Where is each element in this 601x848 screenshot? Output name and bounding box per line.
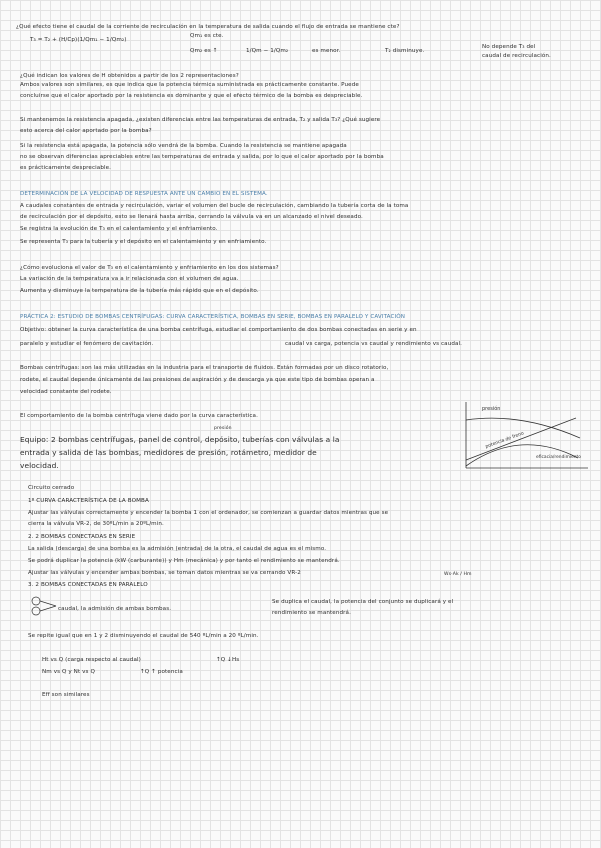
q2-answer-1: Ambos valores son similares, es que indica que la potencia térmica suministrada es prácticamente constante. Puede: [20, 82, 359, 88]
section3-step-3-b: Se duplica el caudal, la potencia del conjunto se duplicará y el: [272, 599, 454, 605]
q3-question-1: Si mantenemos la resistencia apagada, ¿existen diferencias entre las temperaturas de entrada, T₂ y salida T₃? ¿Qué sugiere: [20, 117, 381, 123]
section3-step-3-a: caudal, la admisión de ambas bombas.: [58, 606, 172, 612]
section1-question: ¿Cómo evoluciona el valor de T₃ en el calentamiento y enfriamiento en los dos sistemas?: [20, 265, 279, 271]
section2-presion-label: presión: [214, 426, 232, 431]
section1-line-1: A caudales constantes de entrada y recirculación, variar el volumen del bucle de recirculación, cambiando la tubería corta de la toma: [20, 203, 409, 209]
parallel-pumps-sketch: [30, 595, 60, 617]
section1-line-2: de recirculación por el depósito, esto se llenará hasta arriba, cerrando la válvula va en un alcanzado el nivel deseado.: [20, 214, 363, 220]
sketch-potencia-label: potencia de freno: [484, 431, 525, 450]
pump-2-symbol: [32, 607, 40, 615]
section1-line-3: Se registra la evolución de T₃ en el calentamiento y el enfriamiento.: [20, 226, 218, 232]
section3-step-1: 1º CURVA CARACTERÍSTICA DE LA BOMBA: [28, 498, 149, 504]
q3-answer-1: Si la resistencia está apagada, la potencia sólo vendrá de la bomba. Cuando la resistencia se mantiene apagada: [20, 143, 347, 149]
section3-step-3-c: rendimiento se mantendrá.: [272, 610, 351, 616]
pump-1-symbol: [32, 597, 40, 605]
section1-line-4: Se representa T₃ para la tubería y el depósito en el calentamiento y en enfriamiento.: [20, 239, 267, 245]
section3-step-2-b: Se podrá duplicar la potencia (kW (carburante)) y Hm (mecánica) y por tanto el rendimiento se mantendrá.: [28, 558, 340, 564]
q2-question: ¿Qué indican los valores de H obtenidos a partir de los 2 representaciones?: [20, 73, 239, 79]
section1-heading: DETERMINACIÓN DE LA VELOCIDAD DE RESPUESTA ANTE UN CAMBIO EN EL SISTEMA.: [20, 191, 268, 197]
section3-step-2: 2. 2 BOMBAS CONECTADAS EN SERIE: [28, 534, 136, 540]
result-eff: Eff son similares: [42, 692, 90, 698]
section3-step-1-a: Ajustar las válvulas correctamente y encender la bomba 1 con el ordenador, se comienzan a guardar datos mientras que se: [28, 510, 389, 516]
section2-bombas-3: velocidad constante del rodete.: [20, 389, 112, 395]
section2-objective-note: caudal vs carga, potencia vs caudal y rendimiento vs caudal.: [285, 341, 463, 347]
section3-step-2-ratio: Ws·Ak / Hm: [444, 572, 472, 577]
section2-bombas-1: Bombas centrífugas: son las más utilizadas en la industria para el transporte de fluidos. Están formadas por un disco rotatorio,: [20, 365, 389, 371]
q2-answer-2: concluirse que el calor aportado por la resistencia es dominante y que el efecto térmico de la bomba es despreciable.: [20, 93, 363, 99]
result-n-vs-q: Nm vs Q y Nt vs Q: [42, 669, 95, 675]
section2-bombas-2: rodete, el caudal depende únicamente de las presiones de aspiración y de descarga ya que este tipo de bombas operan a: [20, 377, 375, 383]
section2-equipo-3: velocidad.: [20, 461, 59, 470]
q1-question: ¿Qué efecto tiene el caudal de la corriente de recirculación en la temperatura de salida cuando el flujo de entrada se mantiene cte?: [16, 24, 400, 30]
section2-comportamiento: El comportamiento de la bomba centrífuga viene dado por la curva característica.: [20, 413, 258, 419]
q3-answer-3: es prácticamente despreciable.: [20, 165, 112, 171]
q1-es-menor: es menor.: [312, 48, 341, 54]
section3-step-2-a: La salida (descarga) de una bomba es la admisión (entrada) de la otra, el caudal de agua es el mismo.: [28, 546, 327, 552]
result-h-vs-q-note: ↑Q ↓Hs: [216, 657, 240, 663]
q1-no-depende-2: caudal de recirculación.: [482, 53, 551, 59]
section2-equipo-1: Equipo: 2 bombas centrífugas, panel de control, depósito, tuberías con válvulas a la: [20, 435, 340, 444]
q1-frac: 1/Qm − 1/Qm₂: [246, 48, 289, 54]
q1-formula: T₃ = T₂ + (H/Cp)(1/Qm₁ − 1/Qm₂): [30, 37, 127, 43]
q1-qm2-up: Qm₂ es ↑: [190, 48, 218, 54]
q1-t2-dec: T₂ disminuye.: [385, 48, 425, 54]
section1-answer-2: Aumenta y disminuye la temperatura de la tubería más rápido que en el depósito.: [20, 288, 259, 294]
q3-answer-2: no se observan diferencias apreciables entre las temperaturas de entrada y salida, por lo que el calor aportado por la bomba: [20, 154, 384, 160]
section2-objective-2: paralelo y estudiar el fenómero de cavitación.: [20, 341, 154, 347]
section2-objective-1: Objetivo: obtener la curva característica de una bomba centrífuga, estudiar el comportamiento de dos bombas conectadas en serie y en: [20, 327, 417, 333]
q1-no-depende-1: No depende T₃ del: [482, 44, 536, 50]
section2-heading: PRÁCTICA 2: ESTUDIO DE BOMBAS CENTRÍFUGAS: CURVA CARACTERÍSTICA, BOMBAS EN SERIE, BOMBAS EN PARALELO Y CAVITACIÓN: [20, 314, 406, 320]
q1-qm1-cte: Qm₁ es cte.: [190, 33, 224, 39]
sketch-eficacia-label: eficacia/rendimiento: [536, 455, 581, 460]
result-n-vs-q-note: ↑Q ↑ potencia: [140, 669, 183, 675]
result-h-vs-q: Ht vs Q (carga respecto al caudal): [42, 657, 141, 663]
section2-equipo-2: entrada y salida de las bombas, medidores de presión, rotámetro, medidor de: [20, 448, 317, 457]
sketch-potencia-curve: [466, 418, 576, 460]
section3-heading: Circuito cerrado: [28, 485, 75, 491]
section1-answer-1: La variación de la temperatura va a ir relacionada con el volumen de agua.: [20, 276, 239, 282]
q3-question-2: esto acerca del calor aportado por la bomba?: [20, 128, 152, 134]
section3-step-2-c: Ajustar las válvulas y encender ambas bombas, se toman datos mientras se va cerrando VR-2: [28, 570, 301, 576]
characteristic-curve-sketch: [460, 398, 590, 476]
section3-step-1-b: cierra la válvula VR-2, de 30ºL/min a 20ºL/min.: [28, 521, 164, 527]
sketch-presion-label: presión: [482, 406, 501, 412]
section3-step-3: 3. 2 BOMBAS CONECTADAS EN PARALELO: [28, 582, 148, 588]
section3-step-3-d: Se repite igual que en 1 y 2 disminuyendo el caudal de 540 ºL/min a 20 ºL/min.: [28, 633, 259, 639]
